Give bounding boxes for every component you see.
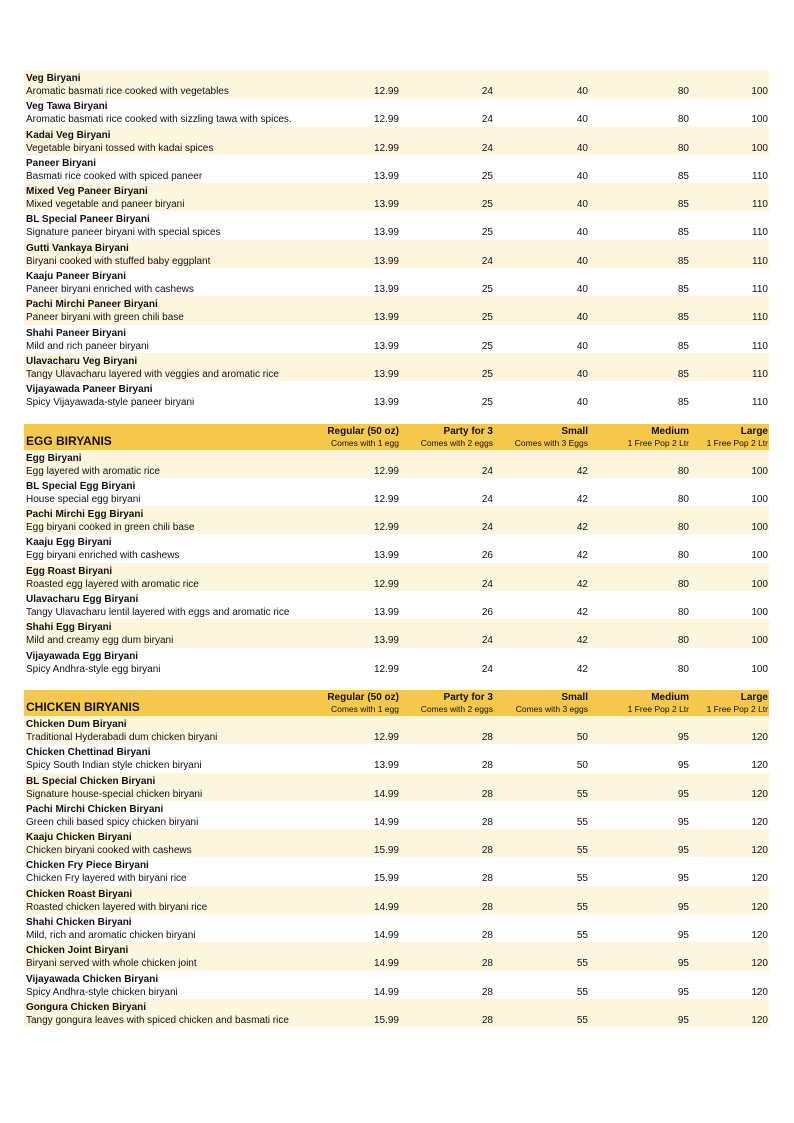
menu-item-row [24,70,769,98]
price-regular: 12.99 [373,86,399,97]
item-name: Chicken Fry Piece Biryani [26,860,149,872]
price-party: 25 [481,284,493,296]
column-header-party: Party for 3 Comes with 2 eggs [420,425,493,448]
price-party: 28 [481,760,493,772]
item-description: Spicy Vijayawada-style paneer biryani [26,397,195,409]
price-party: 24 [481,493,493,505]
price-party: 24 [481,255,493,267]
item-description: Roasted chicken layered with biryani rice [26,901,208,913]
menu-item-row [24,619,769,647]
price-small: 40 [576,397,588,409]
item-description: Aromatic basmati rice cooked with sizzling tawa with spices. [26,114,292,126]
price-party: 24 [481,465,493,477]
price-small: 42 [576,522,588,534]
menu-item-row [24,353,769,381]
price-large: 120 [751,873,768,885]
price-large: 100 [751,465,768,477]
item-name: Kaaju Chicken Biryani [26,832,132,844]
price-regular: 12.99 [373,663,399,675]
price-medium: 85 [677,340,689,352]
price-small: 40 [576,114,588,126]
price-regular: 12.99 [373,522,399,534]
price-medium: 95 [677,816,689,828]
price-regular: 15.99 [373,1014,399,1026]
price-small: 40 [576,340,588,352]
price-party: 28 [481,731,493,743]
item-name: Ulavacharu Veg Biryani [26,355,138,367]
item-description: Egg biryani cooked in green chili base [26,522,195,534]
price-small: 40 [576,142,588,154]
price-small: 42 [576,635,588,647]
price-medium: 85 [677,199,689,211]
price-large: 120 [751,816,768,828]
column-header-regular: Regular (50 oz) Comes with 1 egg [327,425,399,448]
item-name: Veg Biryani [26,73,81,84]
price-regular: 13.99 [373,255,399,267]
price-party: 24 [481,635,493,647]
item-description: Biryani cooked with stuffed baby eggplant [26,255,211,267]
item-description: Tangy gongura leaves with spiced chicken and basmati rice [26,1014,289,1026]
price-regular: 13.99 [373,550,399,562]
price-medium: 95 [677,873,689,885]
price-party: 24 [481,522,493,534]
price-small: 40 [576,284,588,296]
price-small: 55 [576,816,588,828]
item-description: Basmati rice cooked with spiced paneer [26,170,203,182]
price-medium: 95 [677,760,689,772]
menu-item-row [24,155,769,183]
item-description: Traditional Hyderabadi dum chicken biryani [26,731,218,743]
price-regular: 14.99 [373,958,399,970]
price-small: 42 [576,663,588,675]
price-medium: 95 [677,986,689,998]
item-description: Spicy Andhra-style chicken biryani [26,986,178,998]
price-small: 42 [576,578,588,590]
price-party: 28 [481,816,493,828]
price-large: 120 [751,901,768,913]
price-party: 28 [481,873,493,885]
price-party: 25 [481,227,493,239]
menu-item-row [24,325,769,353]
egg-biryanis-section [24,424,769,676]
price-medium: 80 [677,607,689,619]
menu-item-row [24,829,769,857]
price-large: 100 [751,663,768,675]
item-name: Veg Tawa Biryani [26,101,108,113]
price-regular: 13.99 [373,607,399,619]
price-large: 120 [751,760,768,772]
menu-item-row [24,506,769,534]
price-party: 28 [481,845,493,857]
item-name: Chicken Roast Biryani [26,888,133,900]
menu-item-row [24,591,769,619]
price-party: 28 [481,930,493,942]
column-header-large: Large 1 Free Pop 2 Ltr [706,425,768,448]
price-medium: 80 [677,663,689,675]
item-name: Kadai Veg Biryani [26,129,111,141]
price-party: 28 [481,1014,493,1026]
price-small: 55 [576,958,588,970]
price-large: 120 [751,845,768,857]
menu-item-row [24,534,769,562]
menu-item-row [24,942,769,970]
column-header-regular: Regular (50 oz) Comes with 1 egg [327,691,399,714]
price-medium: 85 [677,227,689,239]
item-name: Chicken Chettinad Biryani [26,747,151,759]
menu-item-row [24,240,769,268]
menu-item-row [24,563,769,591]
menu-item-row [24,801,769,829]
price-medium: 80 [677,522,689,534]
item-name: Pachi Mirchi Chicken Biryani [26,803,164,815]
price-regular: 13.99 [373,340,399,352]
item-description: Egg biryani enriched with cashews [26,550,180,562]
menu-item-row [24,914,769,942]
item-description: Vegetable biryani tossed with kadai spices [26,142,214,154]
item-name: Egg Biryani [26,452,82,464]
column-header-medium: Medium 1 Free Pop 2 Ltr [627,691,689,714]
price-small: 55 [576,930,588,942]
item-name: Vijayawada Egg Biryani [26,650,139,662]
price-large: 100 [751,578,768,590]
price-large: 100 [751,493,768,505]
menu-item-row [24,183,769,211]
item-name: Shahi Paneer Biryani [26,327,127,339]
price-party: 24 [481,114,493,126]
item-description: Tangy Ulavacharu lentil layered with eggs and aromatic rice [26,607,290,619]
price-party: 28 [481,958,493,970]
price-party: 24 [481,663,493,675]
price-medium: 80 [677,635,689,647]
price-party: 28 [481,788,493,800]
price-small: 40 [576,227,588,239]
item-name: Pachi Mirchi Egg Biryani [26,509,144,521]
menu-item-row [24,648,769,676]
menu-item-row [24,886,769,914]
price-medium: 80 [677,114,689,126]
price-party: 25 [481,368,493,380]
price-small: 42 [576,493,588,505]
price-small: 40 [576,170,588,182]
veg-biryanis-section [24,70,769,410]
price-large: 100 [751,114,768,126]
price-small: 55 [576,901,588,913]
price-regular: 13.99 [373,312,399,324]
price-regular: 14.99 [373,930,399,942]
price-party: 24 [481,86,493,97]
item-name: Chicken Dum Biryani [26,718,127,730]
price-party: 25 [481,312,493,324]
price-medium: 95 [677,930,689,942]
item-description: Chicken biryani cooked with cashews [26,845,192,857]
price-large: 120 [751,1014,768,1026]
item-name: BL Special Egg Biryani [26,480,136,492]
price-party: 24 [481,578,493,590]
item-name: Kaaju Paneer Biryani [26,271,127,283]
price-regular: 12.99 [373,578,399,590]
price-medium: 95 [677,845,689,857]
price-medium: 95 [677,731,689,743]
item-description: Spicy South Indian style chicken biryani [26,760,202,772]
price-regular: 13.99 [373,170,399,182]
item-description: Mild and rich paneer biryani [26,340,149,352]
item-description: Mild, rich and aromatic chicken biryani [26,930,196,942]
item-name: Mixed Veg Paneer Biryani [26,186,148,198]
price-party: 25 [481,199,493,211]
price-medium: 80 [677,550,689,562]
price-regular: 12.99 [373,731,399,743]
item-description: Signature house-special chicken biryani [26,788,203,800]
item-name: BL Special Chicken Biryani [26,775,156,787]
price-large: 120 [751,731,768,743]
item-name: Shahi Egg Biryani [26,622,112,634]
price-party: 28 [481,901,493,913]
price-large: 110 [752,284,768,296]
price-medium: 85 [677,312,689,324]
item-name: Gongura Chicken Biryani [26,1001,147,1013]
price-party: 25 [481,397,493,409]
price-medium: 80 [677,142,689,154]
menu-item-row [24,296,769,324]
price-small: 55 [576,873,588,885]
menu-item-row [24,127,769,155]
item-name: Pachi Mirchi Paneer Biryani [26,299,158,311]
item-description: Paneer biryani with green chili base [26,312,184,324]
price-regular: 13.99 [373,397,399,409]
price-small: 40 [576,312,588,324]
menu-item-row [24,450,769,478]
column-header-small: Small Comes with 3 Eggs [514,425,588,448]
price-small: 40 [576,368,588,380]
price-medium: 95 [677,1014,689,1026]
column-header-small: Small Comes with 3 eggs [515,691,588,714]
menu-item-row [24,999,769,1027]
price-party: 25 [481,340,493,352]
price-regular: 12.99 [373,465,399,477]
price-party: 24 [481,142,493,154]
item-description: Mixed vegetable and paneer biryani [26,199,185,211]
item-name: Chicken Joint Biryani [26,945,129,957]
item-description: Aromatic basmati rice cooked with vegetables [26,86,229,97]
price-regular: 15.99 [373,873,399,885]
price-medium: 95 [677,788,689,800]
item-name: BL Special Paneer Biryani [26,214,150,226]
price-regular: 12.99 [373,114,399,126]
price-large: 100 [751,86,768,97]
menu-item-row [24,773,769,801]
price-party: 25 [481,170,493,182]
item-description: Paneer biryani enriched with cashews [26,284,194,296]
item-name: Gutti Vankaya Biryani [26,242,129,254]
price-small: 50 [576,731,588,743]
menu-item-row [24,744,769,772]
menu-page [24,70,769,1027]
price-party: 28 [481,986,493,998]
price-large: 110 [752,312,768,324]
price-regular: 13.99 [373,227,399,239]
menu-item-row [24,381,769,409]
item-description: Mild and creamy egg dum biryani [26,635,174,647]
price-large: 100 [751,635,768,647]
price-party: 26 [481,607,493,619]
item-name: Shahi Chicken Biryani [26,917,132,929]
price-regular: 13.99 [373,199,399,211]
price-medium: 85 [677,170,689,182]
price-medium: 85 [677,397,689,409]
item-description: Green chili based spicy chicken biryani [26,816,199,828]
menu-item-row [24,971,769,999]
price-large: 100 [751,142,768,154]
price-regular: 13.99 [373,284,399,296]
section-title: EGG BIRYANIS [26,433,112,448]
price-small: 55 [576,845,588,857]
item-name: Paneer Biryani [26,157,97,169]
price-large: 110 [752,340,768,352]
price-small: 40 [576,86,588,97]
item-description: Chicken Fry layered with biryani rice [26,873,187,885]
section-header [24,424,769,450]
price-medium: 80 [677,493,689,505]
price-large: 100 [751,522,768,534]
menu-item-row [24,211,769,239]
item-description: Roasted egg layered with aromatic rice [26,578,199,590]
menu-item-row [24,478,769,506]
price-regular: 14.99 [373,986,399,998]
price-small: 55 [576,788,588,800]
item-description: Biryani served with whole chicken joint [26,958,197,970]
price-regular: 14.99 [373,901,399,913]
price-large: 120 [751,930,768,942]
price-medium: 85 [677,284,689,296]
price-large: 120 [751,958,768,970]
item-description: Signature paneer biryani with special spices [26,227,221,239]
price-large: 100 [751,550,768,562]
price-regular: 15.99 [373,845,399,857]
price-large: 110 [752,255,768,267]
item-description: Egg layered with aromatic rice [26,465,160,477]
price-medium: 95 [677,901,689,913]
price-party: 26 [481,550,493,562]
item-description: House special egg biryani [26,493,141,505]
item-name: Egg Roast Biryani [26,565,113,577]
price-regular: 12.99 [373,493,399,505]
price-small: 55 [576,1014,588,1026]
chicken-biryanis-section [24,690,769,1027]
menu-item-row [24,857,769,885]
price-large: 100 [751,607,768,619]
price-large: 110 [752,199,768,211]
column-header-medium: Medium 1 Free Pop 2 Ltr [627,425,689,448]
price-medium: 95 [677,958,689,970]
price-medium: 85 [677,368,689,380]
price-medium: 80 [677,86,689,97]
price-regular: 13.99 [373,760,399,772]
column-header-party: Party for 3 Comes with 2 eggs [420,691,493,714]
price-small: 50 [576,760,588,772]
price-regular: 14.99 [373,788,399,800]
item-name: Kaaju Egg Biryani [26,537,112,549]
price-regular: 12.99 [373,142,399,154]
price-small: 55 [576,986,588,998]
menu-item-row [24,268,769,296]
price-small: 42 [576,607,588,619]
price-small: 42 [576,550,588,562]
column-header-large: Large 1 Free Pop 2 Ltr [706,691,768,714]
price-large: 120 [751,986,768,998]
section-title: CHICKEN BIRYANIS [26,699,140,714]
item-description: Spicy Andhra-style egg biryani [26,663,161,675]
price-small: 42 [576,465,588,477]
item-name: Vijayawada Paneer Biryani [26,384,153,396]
price-medium: 80 [677,465,689,477]
item-name: Ulavacharu Egg Biryani [26,594,139,606]
price-large: 110 [752,170,768,182]
price-medium: 85 [677,255,689,267]
price-large: 120 [751,788,768,800]
item-name: Vijayawada Chicken Biryani [26,973,159,985]
price-large: 110 [752,397,768,409]
price-regular: 14.99 [373,816,399,828]
price-large: 110 [752,227,768,239]
item-description: Tangy Ulavacharu layered with veggies and aromatic rice [26,368,279,380]
menu-item-row [24,716,769,744]
section-header [24,690,769,716]
menu-item-row [24,98,769,126]
price-large: 110 [752,368,768,380]
price-regular: 13.99 [373,368,399,380]
price-regular: 13.99 [373,635,399,647]
price-small: 40 [576,199,588,211]
price-medium: 80 [677,578,689,590]
price-small: 40 [576,255,588,267]
